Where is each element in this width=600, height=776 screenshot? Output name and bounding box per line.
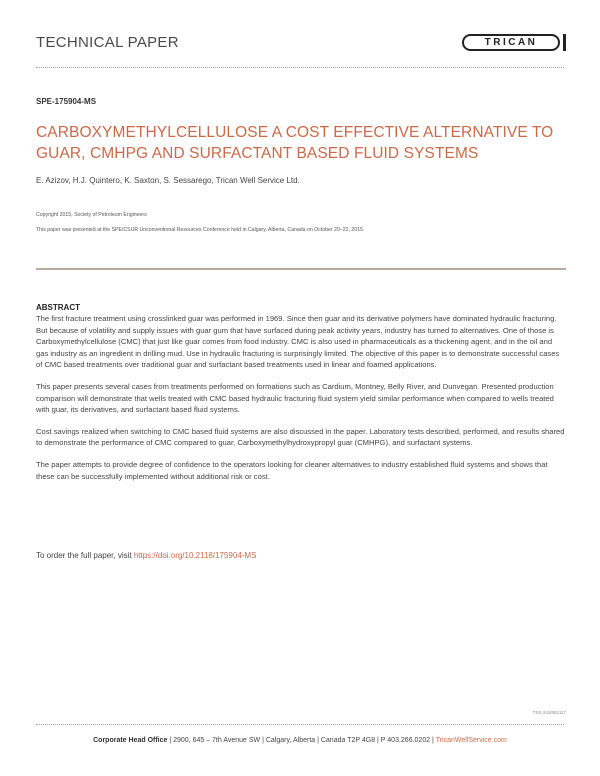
footer-label: Corporate Head Office xyxy=(93,737,168,744)
presentation-notice: This paper was presented at the SPE/CSUR Unconventional Resources Conference held in Calgary, Alberta, Canada on October 20–22, 2015. xyxy=(36,227,365,233)
footer-address: | 2900, 645 – 7th Avenue SW | Calgary, Alberta | Canada T2P 4G8 | P 403.266.0202 | xyxy=(167,737,436,744)
logo-bar-decoration xyxy=(563,34,566,51)
abstract-heading: ABSTRACT xyxy=(36,303,80,312)
copyright-notice: Copyright 2015, Society of Petroleum Engineers xyxy=(36,212,147,218)
abstract-paragraph: Cost savings realized when switching to CMC based fluid systems are also discussed in the paper. Laboratory tests described, performed, and results shared to demonstrate the performance of CMC compared to guar, Carboxymethylhydroxypropyl guar (CMHPG), and surfactant systems. xyxy=(36,426,565,448)
logo-text: TRICAN xyxy=(484,37,538,48)
paper-id: SPE-175904-MS xyxy=(36,97,97,106)
doi-link[interactable]: https://doi.org/10.2118/175904-MS xyxy=(133,551,257,560)
authors: E. Azizov, H.J. Quintero, K. Saxton, S. Sessarego, Trican Well Service Ltd. xyxy=(36,176,300,185)
paper-title: CARBOXYMETHYLCELLULOSE A COST EFFECTIVE ALTERNATIVE TO GUAR, CMHPG AND SURFACTANT BASED FLUID SYSTEMS xyxy=(36,124,554,162)
order-prefix: To order the full paper, visit xyxy=(36,551,134,560)
abstract-paragraph: The paper attempts to provide degree of confidence to the operators looking for cleaner alternatives to industry established fluid systems and shows that these can be successfully implemented without additional risk or cost. xyxy=(36,459,548,481)
website-link[interactable]: TricanWellService.com xyxy=(435,737,507,744)
abstract-paragraph: The first fracture treatment using crosslinked guar was performed in 1969. Since then guar and its derivative polymers have dominated hydraulic fracturing. But because of volatility and supply issues with guar gum that have surfaced during peak activity years, industry has turned to alternatives. One of those is Carboxymethylcellulose (CMC) that just like guar comes from food industry. CMC is also used in pharmaceuticals as a thickening agent, and in the oil and gas industry as an ingredient in drilling mud. Use in hydraulic fracturing is surprisingly limited. The objective of this paper is to demonstrate successful cases of CMC based treatments over traditional guar and surfactant based treatments used in linear and foamed applications. xyxy=(36,314,560,370)
order-line xyxy=(36,551,256,560)
abstract-paragraph: This paper presents several cases from treatments performed on formations such as Cardium, Montney, Belly River, and Dunvegan. Presented production comparison will demonstrate that wells treated with CMC based hydraulic fracturing fluid system yield similar performance when compared to wells treated with guar, its derivatives, and surfactant based fluid systems. xyxy=(36,381,554,415)
header-divider xyxy=(36,67,564,68)
section-rule xyxy=(36,268,566,270)
footer xyxy=(0,737,600,744)
abstract-body xyxy=(36,313,566,492)
document-code: TSS-242/061117 xyxy=(532,710,566,715)
document-type-label: TECHNICAL PAPER xyxy=(36,34,179,51)
trican-logo xyxy=(462,34,560,51)
footer-divider xyxy=(36,724,564,725)
